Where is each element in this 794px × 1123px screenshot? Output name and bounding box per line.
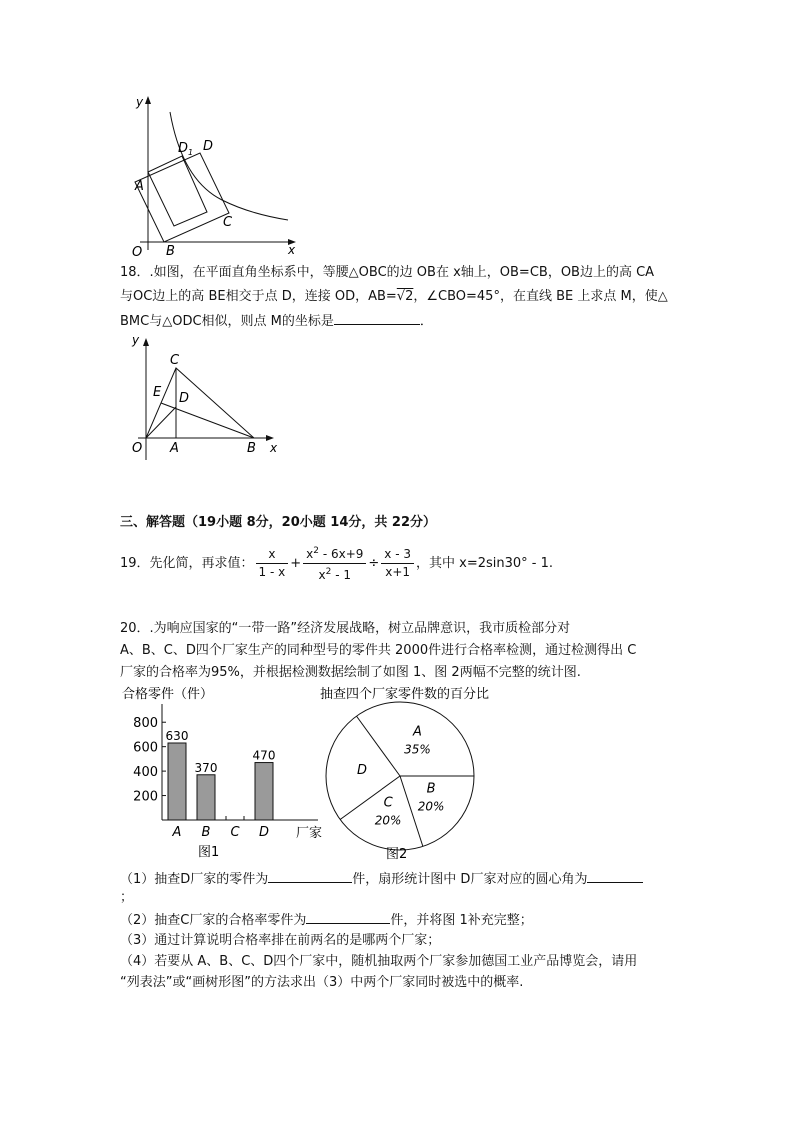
q20-sub4a: （4）若要从 A、B、C、D四个厂家中，随机抽取两个厂家参加德国工业产品博览会，请用 [120,954,638,969]
pie-value-C: 20% [374,813,402,828]
q20-sub1: （1）抽查D厂家的零件为 件，扇形统计图中 D厂家对应的圆心角为 [120,868,643,890]
bar-value-label: 630 [165,729,189,743]
q20-sub4b: “列表法”或“画树形图”的方法求出（3）中两个厂家同时被选中的概率. [120,975,524,990]
bar-ylabel: 合格零件（件） [122,687,214,702]
pie-chart-fig2 [316,682,516,862]
bar-xlabel: 厂家 [296,826,323,841]
bar-value-label: 470 [252,748,276,763]
q18-line1: 18．.如图，在平面直角坐标系中，等腰△OBC的边 OB在 x轴上，OB=CB，OB边上的高 CA [120,265,655,280]
pie-label-D: D [356,762,368,778]
q20-sub1-end: ； [120,890,134,905]
q18-line3-end: ． [419,314,433,329]
y-arrow [145,96,151,104]
square-inner [148,156,207,226]
label-A: A [135,179,144,194]
label-B: B [166,244,175,259]
sqrt-2: √2 [396,289,414,304]
answer-blank-q20-2[interactable] [306,909,390,924]
pie-title: 抽查四个厂家零件数的百分比 [320,687,490,702]
q18-line2-a: 与OC边上的高 BE相交于点 D，连接 OD，AB= [120,289,397,304]
fraction-2: $\frac{x^2 - 6x+9}{x^2 - 1}$ [303,543,366,584]
q18-line2 [120,286,668,307]
bar-value-label: 370 [194,760,218,775]
q20-sub3: （3）通过计算说明合格率排在前两名的是哪两个厂家； [120,933,441,948]
bar-B [197,775,215,820]
x-category-label: C [230,825,240,840]
q19-prefix: 19．先化简，再求值： [120,555,254,571]
q20-line2: A、B、C、D四个厂家生产的同种型号的零件共 2000件进行合格率检测，通过检测得出 C [120,643,637,658]
label-D: D [203,139,214,154]
label-x: x [270,441,278,455]
pie-label-B: B [426,781,436,797]
x-category-label: B [201,825,211,840]
answer-blank-q18[interactable] [334,310,420,325]
label-C: C [223,215,233,230]
q20-line1: 20．.为响应国家的“一带一路”经济发展战略，树立品牌意识，我市质检部分对 [120,621,571,636]
q19-suffix: ，其中 x=2sin30° - 1. [416,555,554,571]
bar-caption: 图1 [198,845,220,860]
figure-q18 [120,330,290,460]
square-abcd [135,153,229,242]
q20-sub2: （2）抽查C厂家的合格率零件为 件，并将图 1补充完整； [120,909,533,931]
fraction-3: $\frac{x - 3}{x+1}$ [381,546,414,581]
label-y: y [132,333,140,347]
label-D1: $D_1$ [178,141,194,157]
pie-caption: 图2 [386,847,408,862]
answer-blank-q20-1a[interactable] [268,868,352,883]
x-category-label: A [172,825,182,840]
y-tick-label: 800 [133,716,158,732]
label-A: A [170,441,179,456]
label-x: x [288,243,296,257]
fraction-1: $\frac{x}{1 - x}$ [256,546,289,581]
plus-sign: + [290,555,302,571]
hyperbola-curve [170,112,288,220]
figure-q17 [110,92,310,260]
x-category-label: D [258,825,270,840]
q19 [120,543,553,583]
label-y: y [136,95,144,109]
pie-label-A: A [413,724,422,740]
y-tick-label: 600 [133,740,158,756]
label-E: E [153,385,162,400]
q18-line3 [120,310,433,332]
label-O: O [132,441,143,456]
segment-od [146,407,176,438]
bar-chart-fig1 [118,682,328,862]
label-O: O [132,245,143,260]
pie-label-C: C [383,795,393,811]
bar-D [255,763,273,820]
pie-value-A: 35% [404,742,431,757]
answer-blank-q20-1b[interactable] [587,868,643,883]
label-B: B [247,441,256,456]
y-tick-label: 400 [133,765,158,781]
y-arrow [143,338,149,346]
bar-A [168,743,186,820]
y-tick-label: 200 [133,789,158,805]
label-C: C [170,353,180,368]
label-D: D [179,391,190,406]
pie-value-B: 20% [417,799,445,814]
q20-line3: 厂家的合格率为95%，并根据检测数据绘制了如图 1、图 2两幅不完整的统计图. [120,665,581,680]
q18-line3-text: BMC与△ODC相似，则点 M的坐标是 [120,314,334,329]
q18-line2-b: ，∠CBO=45°，在直线 BE 上求点 M，使△ [413,289,668,304]
divide-sign: ÷ [368,555,380,571]
section-heading: 三、解答题（19小题 8分，20小题 14分，共 22分） [120,515,436,530]
